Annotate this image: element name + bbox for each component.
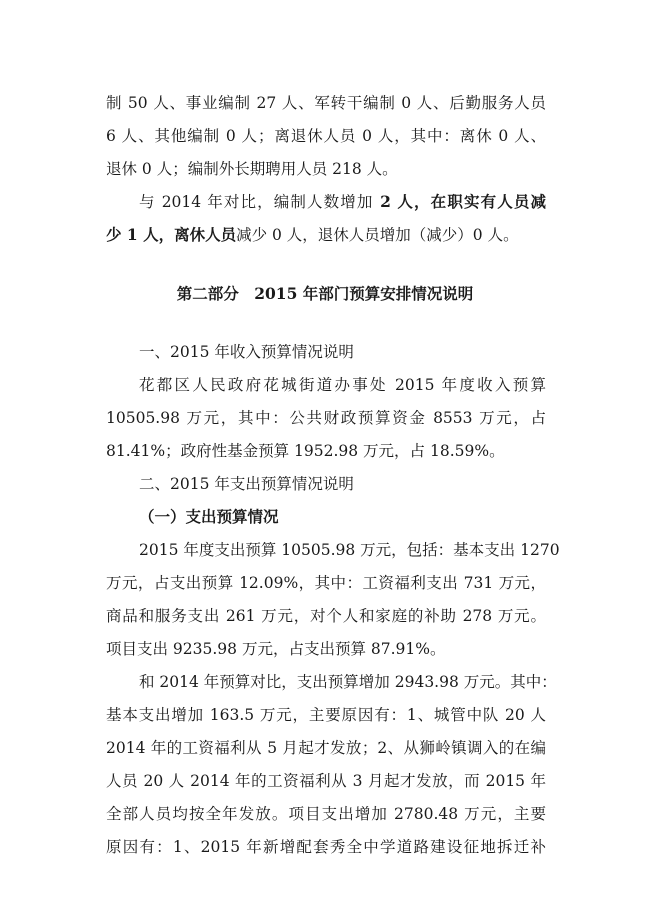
expense-heading: 二、2015 年支出预算情况说明 (139, 475, 354, 493)
expense-p1-line-3: 商品和服务支出 261 万元，对个人和家庭的补助 278 万元。 (106, 607, 546, 625)
expense-p1-line-4: 项目支出 9235.98 万元，占支出预算 87.91%。 (106, 640, 446, 658)
compare-line-2 (106, 225, 546, 245)
compare-line-2-plain: 减少 0 人，退休人员增加（减少）0 人。 (236, 226, 519, 244)
income-heading: 一、2015 年收入预算情况说明 (139, 343, 354, 361)
expense-p2-line-6: 原因有：1、2015 年新增配套秀全中学道路建设征地拆迁补 (106, 838, 546, 856)
expense-p2-line-3: 2014 年的工资福利从 5 月起才发放；2、从狮岭镇调入的在编 (106, 739, 546, 757)
expense-p2-line-4: 人员 20 人 2014 年的工资福利从 3 月起才发放，而 2015 年 (106, 772, 546, 790)
part-two-title: 第二部分 2015 年部门预算安排情况说明 (176, 284, 474, 303)
staff-line-2: 6 人、其他编制 0 人；离退休人员 0 人，其中：离休 0 人、 (106, 127, 546, 145)
expense-subheading: （一）支出预算情况 (139, 507, 279, 526)
staff-line-1: 制 50 人、事业编制 27 人、军转干编制 0 人、后勤服务人员 (106, 94, 546, 112)
expense-p2-line-5: 全部人员均按全年发放。项目支出增加 2780.48 万元，主要 (106, 805, 546, 823)
income-line-1: 花都区人民政府花城街道办事处 2015 年度收入预算 (139, 376, 546, 394)
expense-p1-line-2: 万元，占支出预算 12.09%，其中：工资福利支出 731 万元， (106, 574, 546, 592)
expense-p2-line-1: 和 2014 年预算对比，支出预算增加 2943.98 万元。其中： (139, 673, 557, 691)
income-line-2: 10505.98 万元，其中：公共财政预算资金 8553 万元，占 (106, 409, 546, 427)
compare-line-2-bold: 少 1 人，离休人员 (106, 225, 237, 244)
expense-p2-line-2: 基本支出增加 163.5 万元，主要原因有：1、城管中队 20 人 (106, 706, 546, 724)
income-line-3: 81.41%；政府性基金预算 1952.98 万元，占 18.59%。 (106, 442, 505, 460)
compare-line-1 (139, 192, 546, 212)
expense-p1-line-1: 2015 年度支出预算 10505.98 万元，包括：基本支出 1270 (139, 541, 560, 559)
compare-line-1-plain: 与 2014 年对比，编制人数增加 (139, 193, 374, 211)
staff-line-3: 退休 0 人；编制外长期聘用人员 218 人。 (106, 160, 398, 178)
compare-line-1-bold: 2 人，在职实有人员减 (373, 192, 546, 211)
